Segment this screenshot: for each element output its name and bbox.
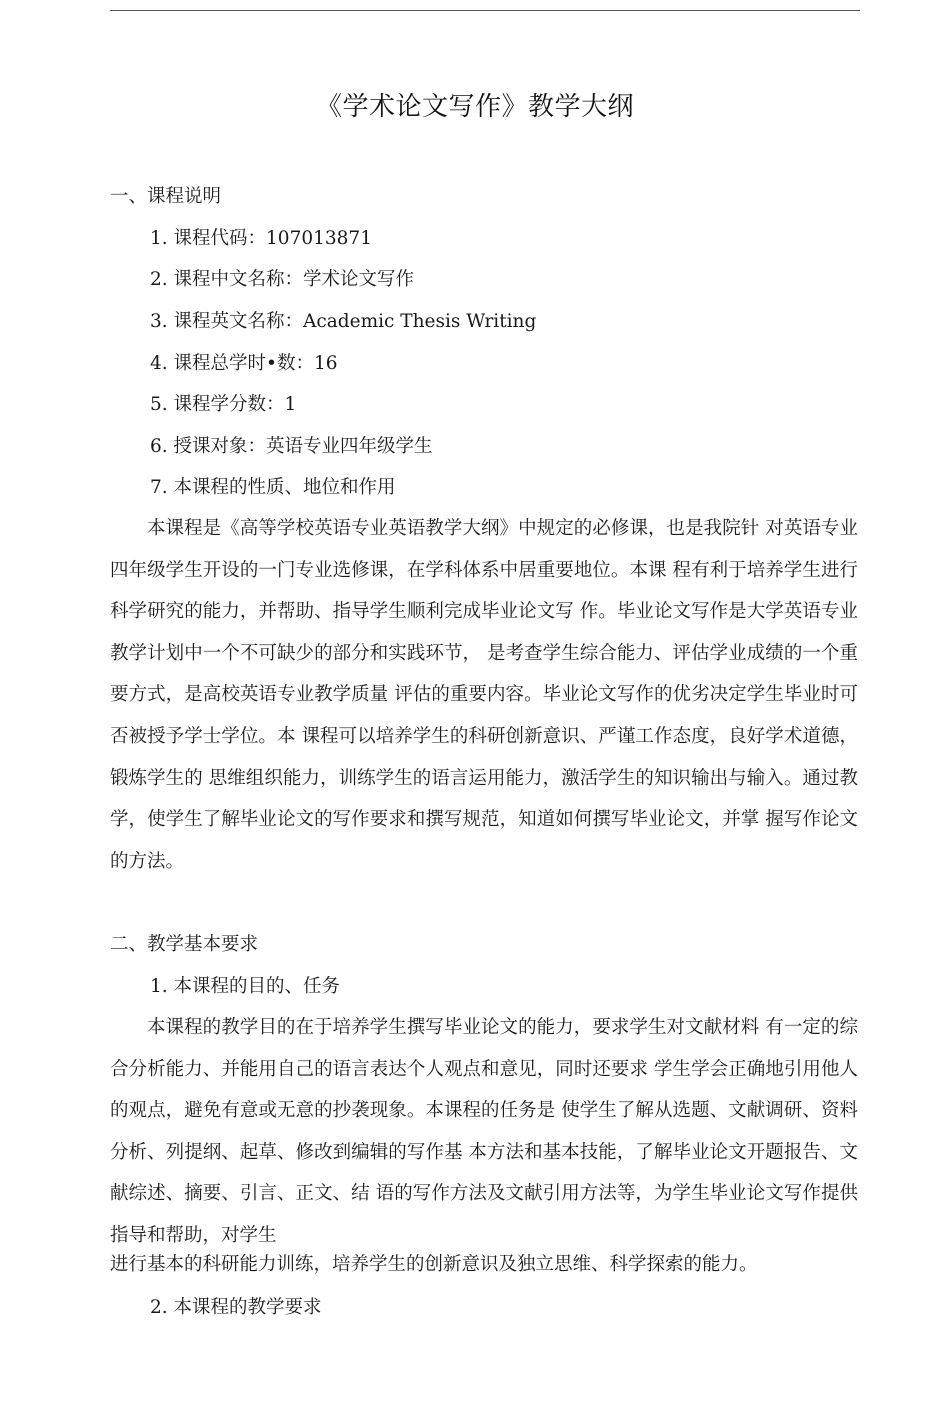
course-chinese-name: 2. 课程中文名称：学术论文写作 [150, 269, 415, 290]
document-title: 《学术论文写作》教学大纲 [315, 92, 634, 122]
header-rule [110, 10, 860, 11]
course-nature-heading: 7. 本课程的性质、地位和作用 [150, 477, 396, 498]
course-english-name: 3. 课程英文名称：Academic Thesis Writing [150, 311, 537, 332]
section-heading-2: 二、教学基本要求 [110, 934, 259, 955]
course-total-hours: 4. 课程总学时•数：16 [150, 353, 338, 374]
teaching-requirements-heading: 2. 本课程的教学要求 [150, 1297, 322, 1318]
purpose-task-heading: 1. 本课程的目的、任务 [150, 976, 341, 997]
section-heading-1: 一、课程说明 [110, 186, 222, 207]
course-code: 1. 课程代码：107013871 [150, 228, 372, 249]
purpose-task-paragraph: 本课程的教学目的在于培养学生撰写毕业论文的能力，要求学生对文献材料 有一定的综合分析能力、并能用自己的语言表达个人观点和意见，同时还要求 学生学会正确地引用他人的观点，避免有意或无意的抄袭现象。本课程的任务是 使学生了解从选题、文献调研、资料分析、列提纲、起草、修改到编辑的写作基 本方法和基本技能，了解毕业论文开题报告、文献综述、摘要、引言、正文、结 语的写作方法及文献引用方法等，为学生毕业论文写作提供指导和帮助，对学生 [110, 1017, 858, 1246]
course-credits: 5. 课程学分数：1 [150, 394, 297, 415]
course-audience: 6. 授课对象：英语专业四年级学生 [150, 436, 433, 457]
course-nature-paragraph: 本课程是《高等学校英语专业英语教学大纲》中规定的必修课，也是我院针 对英语专业四年级学生开设的一门专业选修课，在学科体系中居重要地位。本课 程有利于培养学生进行科学研究的能力，并帮助、指导学生顺利完成毕业论文写 作。毕业论文写作是大学英语专业教学计划中一个不可缺少的部分和实践环节， 是考查学生综合能力、评估学业成绩的一个重要方式，是高校英语专业教学质量 评估的重要内容。毕业论文写作的优劣决定学生毕业时可否被授予学士学位。本 课程可以培养学生的科研创新意识、严谨工作态度，良好学术道德，锻炼学生的 思维组织能力，训练学生的语言运用能力，激活学生的知识输出与输入。通过教 学，使学生了解毕业论文的写作要求和撰写规范，知道如何撰写毕业论文，并掌 握写作论文的方法。 [110, 518, 858, 872]
purpose-task-paragraph-tail: 进行基本的科研能力训练，培养学生的创新意识及独立思维、科学探索的能力。 [110, 1254, 758, 1275]
